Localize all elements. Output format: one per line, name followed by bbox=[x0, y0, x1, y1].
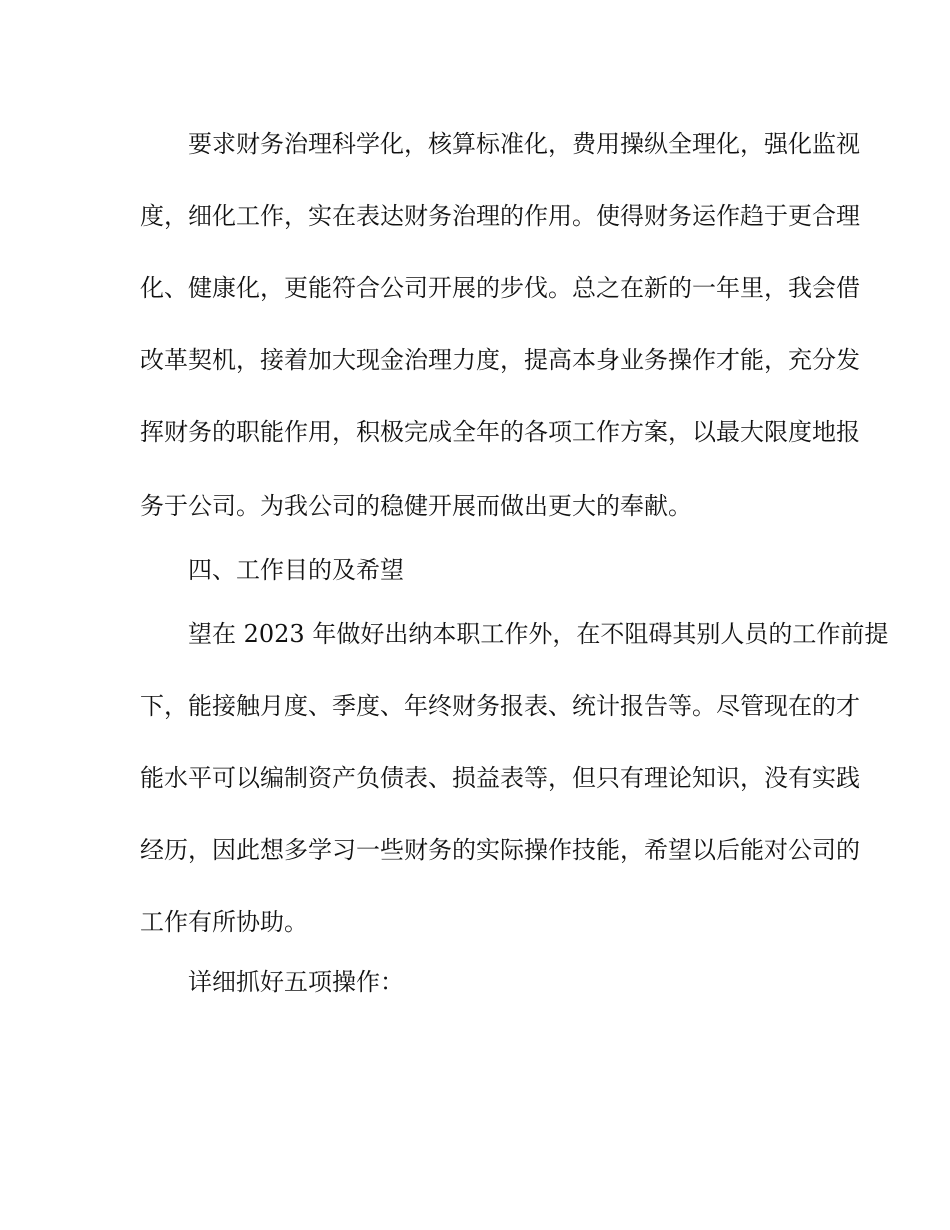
paragraph-2-line-2: 下，能接触月度、季度、年终财务报表、统计报告等。尽管现在的才 bbox=[140, 692, 860, 720]
paragraph-2-line-3: 能水平可以编制资产负债表、损益表等，但只有理论知识，没有实践 bbox=[140, 764, 860, 792]
paragraph-1-line-3: 化、健康化，更能符合公司开展的步伐。总之在新的一年里，我会借 bbox=[140, 274, 860, 302]
paragraph-2-line-1: 望在 2023 年做好出纳本职工作外，在不阻碍其别人员的工作前提 bbox=[188, 620, 889, 648]
paragraph-2-line-5: 工作有所协助。 bbox=[140, 908, 308, 936]
paragraph-1-line-6: 务于公司。为我公司的稳健开展而做出更大的奉献。 bbox=[140, 492, 692, 520]
paragraph-1-line-5: 挥财务的职能作用，积极完成全年的各项工作方案，以最大限度地报 bbox=[140, 418, 860, 446]
paragraph-2-line-4: 经历，因此想多学习一些财务的实际操作技能，希望以后能对公司的 bbox=[140, 836, 860, 864]
paragraph-1-line-4: 改革契机，接着加大现金治理力度，提高本身业务操作才能，充分发 bbox=[140, 346, 860, 374]
paragraph-1-line-1: 要求财务治理科学化，核算标准化，费用操纵全理化，强化监视 bbox=[188, 130, 860, 158]
paragraph-3: 详细抓好五项操作： bbox=[188, 968, 404, 996]
paragraph-1-line-2: 度，细化工作，实在表达财务治理的作用。使得财务运作趋于更合理 bbox=[140, 202, 860, 230]
section-heading: 四、工作目的及希望 bbox=[188, 556, 404, 584]
